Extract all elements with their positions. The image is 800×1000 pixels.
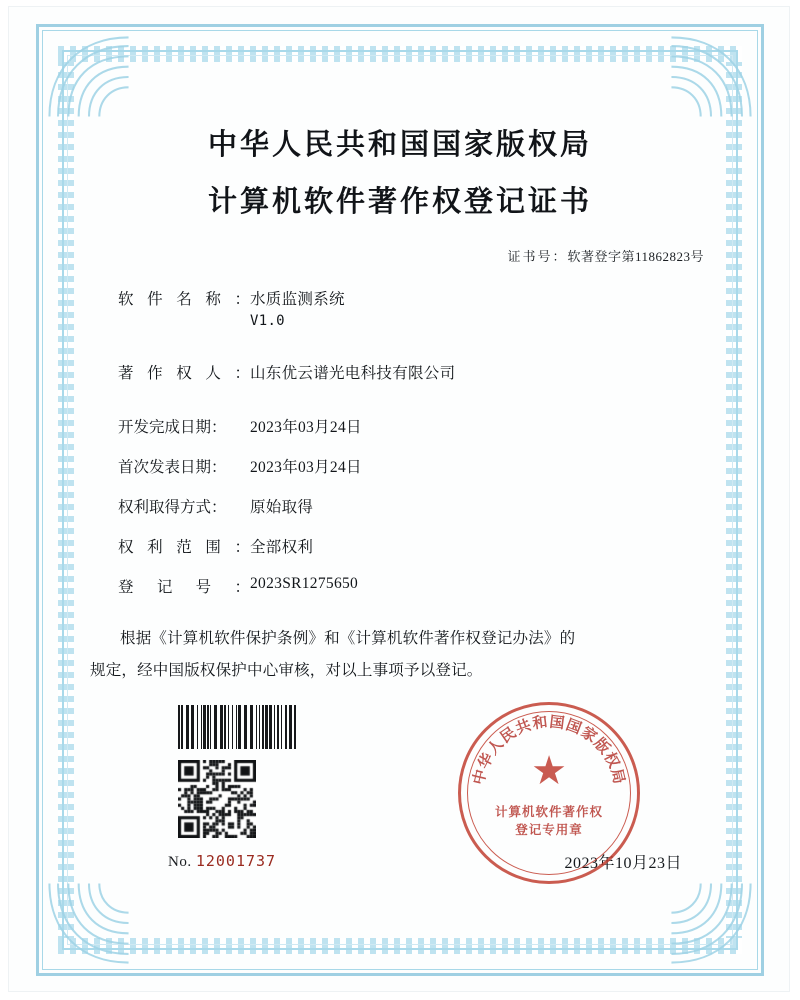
field-value: 2023年03月24日 <box>250 459 362 476</box>
field-value: 2023年03月24日 <box>250 419 362 436</box>
field-value: 2023SR1275650 <box>250 575 359 592</box>
document-serial-number <box>168 852 276 871</box>
colon: ： <box>234 365 250 382</box>
field-row-copyright-owner <box>118 361 710 383</box>
field-label: 权利取得方式： <box>118 499 227 516</box>
statement-line-2: 规定，经中国版权保护中心审核，对以上事项予以登记。 <box>90 661 483 679</box>
legal-statement <box>90 623 710 687</box>
seal-arc-text <box>461 705 637 881</box>
field-list <box>90 287 710 597</box>
field-label: 著 作 权 人 ： <box>118 361 250 383</box>
field-value: 全部权利 <box>250 539 314 556</box>
field-value: 水质监测系统 V1.0 <box>250 287 710 329</box>
seal-bottom-line-1: 计算机软件著作权 <box>494 805 603 819</box>
field-row-first-publish-date <box>118 455 710 477</box>
official-seal <box>458 702 640 884</box>
field-row-registration-number <box>118 575 710 597</box>
field-value: 原始取得 <box>250 499 314 516</box>
seal-bottom-text <box>461 803 637 839</box>
statement-line-1: 根据《计算机软件保护条例》和《计算机软件著作权登记办法》的 <box>120 630 576 647</box>
certificate-number-line <box>90 246 710 265</box>
document-serial-value: 12001737 <box>195 852 277 870</box>
star-icon: ★ <box>531 748 567 793</box>
seal-bottom-line-2: 登记专用章 <box>515 823 583 838</box>
field-label: 权 利 范 围 ： <box>118 535 250 557</box>
certificate-content <box>90 70 710 930</box>
field-label: 软 件 名 称 ： <box>118 287 250 309</box>
svg-text:中华人民共和国国家版权局: 中华人民共和国国家版权局 <box>469 712 629 787</box>
field-label: 登 记 号 ： <box>118 575 250 597</box>
software-version: V1.0 <box>250 313 285 329</box>
barcode <box>178 705 296 749</box>
field-value: 山东优云谱光电科技有限公司 <box>250 365 456 382</box>
certificate-number-value: 软著登字第11862823号 <box>567 249 704 264</box>
field-label: 首次发表日期： <box>118 459 227 476</box>
qr-code <box>178 760 256 838</box>
colon: ： <box>234 579 250 596</box>
certificate-number-label: 证书号： <box>507 249 568 264</box>
certificate-title: 计算机软件著作权登记证书 <box>207 184 592 218</box>
colon: ： <box>234 291 250 308</box>
issuing-authority-title: 中华人民共和国国家版权局 <box>207 127 592 161</box>
document-serial-label: No. <box>168 854 192 870</box>
field-row-rights-acquisition <box>118 495 710 517</box>
field-row-development-date <box>118 415 710 437</box>
field-row-rights-scope <box>118 535 710 557</box>
issue-date: 2023年10月23日 <box>564 855 682 872</box>
field-row-software-name <box>118 287 710 329</box>
field-label: 开发完成日期： <box>118 419 227 436</box>
colon: ： <box>234 539 250 556</box>
